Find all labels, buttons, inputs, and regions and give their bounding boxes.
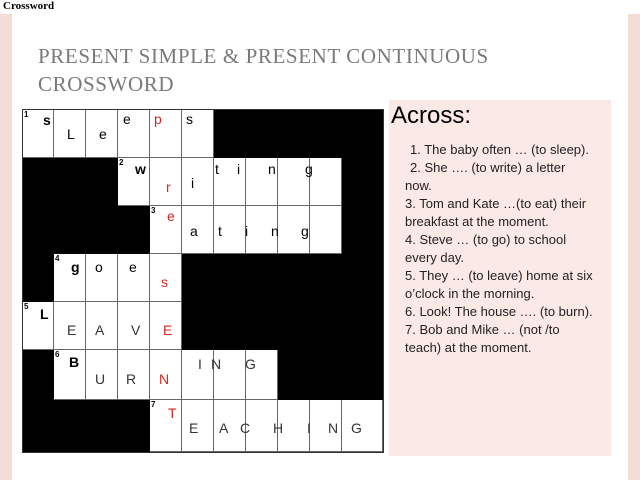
clues-heading: Across: <box>391 102 472 129</box>
grid-letter: t <box>218 223 222 239</box>
grid-letter: L <box>40 306 49 322</box>
clue-item: 2. She …. (to write) a letter now. <box>405 160 566 193</box>
grid-cell[interactable] <box>182 158 214 206</box>
grid-cell[interactable] <box>23 302 54 350</box>
grid-letter: g <box>305 161 313 177</box>
grid-cell[interactable] <box>342 400 383 452</box>
grid-letter: I <box>307 420 311 436</box>
grid-letter: A <box>95 322 105 338</box>
clue-item: 4. Steve … (to go) to school every day. <box>405 232 567 265</box>
clue-number: 6 <box>55 350 60 359</box>
grid-letter: e <box>123 111 131 127</box>
grid-cell[interactable] <box>310 206 342 254</box>
clue-list <box>405 141 595 357</box>
blocked-cells <box>182 302 383 350</box>
blocked-cells <box>23 206 150 254</box>
grid-letter: T <box>168 405 177 421</box>
blocked-cells <box>342 206 383 254</box>
grid-letter: R <box>126 371 137 387</box>
clue-number: 2 <box>119 158 124 167</box>
grid-letter: A <box>219 420 229 436</box>
grid-letter: g <box>71 259 80 275</box>
clue-item: 6. Look! The house …. (to burn). <box>405 304 593 319</box>
blocked-cells <box>214 110 383 158</box>
grid-cell[interactable] <box>54 254 86 302</box>
grid-letter: V <box>131 322 141 338</box>
window-title-bar <box>0 0 640 14</box>
app-title: Crossword <box>3 0 55 12</box>
grid-letter: I <box>198 356 202 372</box>
grid-letter: E <box>163 322 173 338</box>
clue-item: 7. Bob and Mike … (not /to teach) at the moment. <box>405 322 560 355</box>
grid-letter: E <box>189 420 199 436</box>
grid-letter: E <box>67 322 77 338</box>
crossword-grid <box>22 109 384 453</box>
grid-letter: N <box>159 371 170 387</box>
right-decor-stripe <box>628 14 640 480</box>
grid-letter: i <box>237 161 241 177</box>
grid-letter: H <box>273 420 284 436</box>
grid-cell[interactable] <box>310 158 342 206</box>
grid-letter: e <box>167 208 175 224</box>
clue-number: 5 <box>24 302 29 311</box>
grid-letter: B <box>69 354 80 370</box>
clue-item: 5. They … (to leave) home at six o’clock in the morning. <box>405 268 593 301</box>
grid-letter: s <box>43 112 51 128</box>
grid-letter: e <box>99 126 107 142</box>
slide-title: PRESENT SIMPLE & PRESENT CONTINUOUS CROSSWORD <box>38 44 489 96</box>
grid-letter: G <box>245 356 256 372</box>
blocked-cells <box>342 158 383 206</box>
grid-letter: i <box>245 223 249 239</box>
clue-number: 4 <box>55 254 60 263</box>
grid-letter: U <box>95 371 106 387</box>
grid-letter: p <box>154 111 162 127</box>
grid-letter: t <box>215 161 219 177</box>
grid-letter: o <box>95 259 103 275</box>
grid-letter: C <box>240 420 251 436</box>
grid-letter: N <box>211 356 222 372</box>
blocked-cells <box>23 350 54 400</box>
blocked-cells <box>278 350 383 400</box>
grid-letter: G <box>351 420 362 436</box>
left-decor-stripe <box>0 14 12 480</box>
grid-cell[interactable] <box>150 206 182 254</box>
grid-letter: g <box>301 223 309 239</box>
grid-letter: N <box>328 420 339 436</box>
grid-letter: e <box>129 259 137 275</box>
clue-number: 7 <box>151 400 156 409</box>
blocked-cells <box>23 254 54 302</box>
clue-number: 3 <box>151 206 156 215</box>
grid-letter: L <box>67 126 75 142</box>
grid-cell[interactable] <box>182 206 214 254</box>
blocked-cells <box>23 400 150 452</box>
grid-letter: a <box>190 223 198 239</box>
grid-cell[interactable] <box>150 400 182 452</box>
blocked-cells <box>182 254 383 302</box>
clue-item: 3. Tom and Kate …(to eat) their breakfast at the moment. <box>405 196 587 229</box>
clue-number: 1 <box>24 110 29 119</box>
grid-letter: n <box>271 223 279 239</box>
grid-letter: i <box>191 175 195 191</box>
grid-letter: w <box>135 161 146 177</box>
blocked-cells <box>23 158 118 206</box>
grid-letter: s <box>186 111 193 127</box>
grid-letter: s <box>161 274 168 290</box>
clue-item: 1. The baby often … (to sleep). <box>410 142 589 157</box>
grid-letter: r <box>166 179 171 195</box>
grid-letter: n <box>268 161 276 177</box>
